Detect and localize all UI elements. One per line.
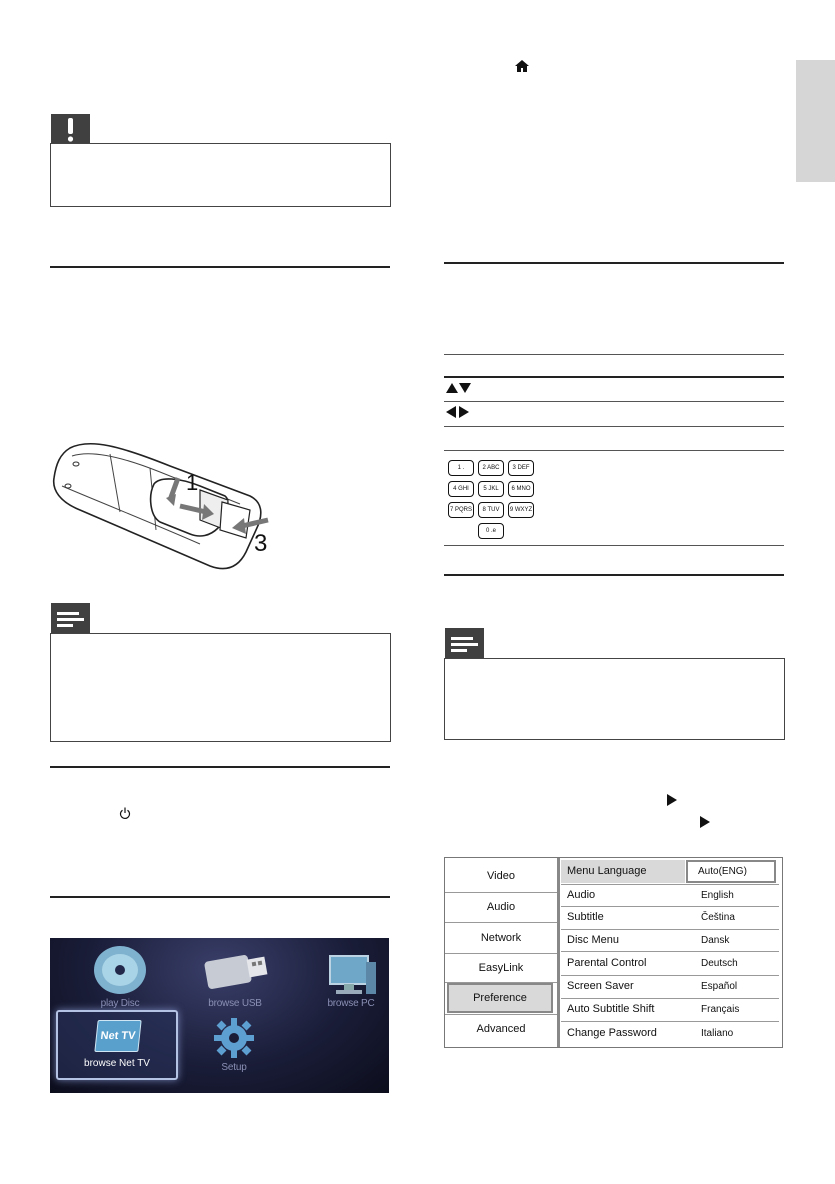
up-down-arrow-icon: [446, 382, 472, 394]
section-rule: [444, 262, 784, 264]
usb-icon: [200, 948, 270, 994]
option-screen-saver[interactable]: [561, 975, 781, 998]
menu-item-label: browse Net TV: [84, 1058, 150, 1069]
left-right-arrow-icon: [446, 406, 470, 418]
table-row-line: [444, 450, 784, 451]
key-7: 7 PQRS: [448, 502, 474, 518]
note-badge: [51, 603, 90, 634]
callout-1: 1: [186, 470, 199, 495]
category-advanced[interactable]: Advanced: [476, 1023, 526, 1035]
option-value: Español: [701, 981, 738, 992]
option-subtitle[interactable]: [561, 906, 781, 929]
section-rule: [50, 896, 390, 898]
option-menu-language[interactable]: [561, 860, 685, 883]
option-value: English: [701, 890, 734, 901]
option-value: Dansk: [701, 935, 730, 946]
option-change-password[interactable]: [561, 1022, 781, 1045]
value-selected[interactable]: Auto(ENG): [686, 860, 776, 883]
option-label: Screen Saver: [567, 980, 634, 992]
preference-menu-screenshot: [444, 857, 783, 1048]
menu-item-play-disc[interactable]: play Disc: [100, 998, 140, 1009]
pc-icon: [322, 952, 378, 998]
option-label: Auto Subtitle Shift: [567, 1003, 655, 1015]
power-icon: [119, 807, 131, 820]
caution-box: [50, 143, 391, 207]
option-value: Deutsch: [701, 958, 738, 969]
section-rule: [50, 766, 390, 768]
option-auto-subtitle-shift[interactable]: [561, 998, 781, 1021]
note-icon: [51, 603, 90, 634]
home-icon: [514, 59, 530, 73]
table-row-line: [444, 545, 784, 546]
key-8: 8 TUV: [478, 502, 504, 518]
disc-icon: [90, 944, 150, 996]
gear-icon: [212, 1016, 256, 1060]
menu-item-browse-usb[interactable]: browse USB: [208, 998, 262, 1009]
table-row-line: [444, 426, 784, 427]
section-rule: [444, 574, 784, 576]
key-6: 6 MNO: [508, 481, 534, 497]
key-9: 9 WXYZ: [508, 502, 534, 518]
key-0: 0 .e: [478, 523, 504, 539]
callout-3: 3: [254, 530, 268, 557]
category-easylink[interactable]: EasyLink: [478, 962, 524, 974]
play-icon: [700, 816, 710, 828]
category-list: [445, 858, 557, 1047]
note-box: [50, 633, 391, 742]
menu-item-setup[interactable]: Setup: [221, 1062, 247, 1073]
remote-battery-illustration: [50, 440, 275, 572]
option-audio[interactable]: [561, 884, 781, 907]
table-header-rule: [444, 376, 784, 378]
note-badge: [445, 628, 484, 659]
category-network[interactable]: Network: [480, 932, 522, 944]
menu-column-divider: [557, 858, 560, 1047]
table-row-line: [444, 401, 784, 402]
key-3: 3 DEF: [508, 460, 534, 476]
key-5: 5 JKL: [478, 481, 504, 497]
option-label: Disc Menu: [567, 934, 619, 946]
table-rule: [444, 354, 784, 355]
note-icon: [445, 628, 484, 659]
net-tv-icon: Net TV: [94, 1020, 141, 1052]
exclamation-icon: [51, 114, 90, 144]
key-2: 2 ABC: [478, 460, 504, 476]
option-value: Čeština: [701, 912, 735, 923]
note-box: [444, 658, 785, 740]
play-icon: [667, 794, 677, 806]
key-1: 1 .: [448, 460, 474, 476]
option-label: Audio: [567, 889, 596, 901]
category-preference[interactable]: Preference: [447, 983, 553, 1013]
section-rule: [50, 266, 390, 268]
option-label: Change Password: [567, 1027, 657, 1039]
caution-badge: [51, 114, 90, 144]
category-audio[interactable]: Audio: [486, 901, 516, 913]
menu-item-browse-net-tv[interactable]: [56, 1010, 178, 1080]
category-video[interactable]: Video: [487, 870, 515, 882]
option-label: Menu Language: [567, 865, 647, 877]
option-disc-menu[interactable]: [561, 929, 781, 952]
numeric-keypad-icon: [448, 460, 538, 540]
option-label: Subtitle: [567, 911, 604, 923]
key-4: 4 GHI: [448, 481, 474, 497]
option-value: Français: [701, 1004, 740, 1015]
home-menu-screenshot: [50, 938, 389, 1093]
option-label: Parental Control: [567, 957, 647, 969]
option-parental-control[interactable]: [561, 952, 781, 975]
menu-item-browse-pc[interactable]: browse PC: [327, 998, 375, 1009]
language-side-tab: [796, 60, 835, 182]
option-value: Italiano: [701, 1028, 734, 1039]
